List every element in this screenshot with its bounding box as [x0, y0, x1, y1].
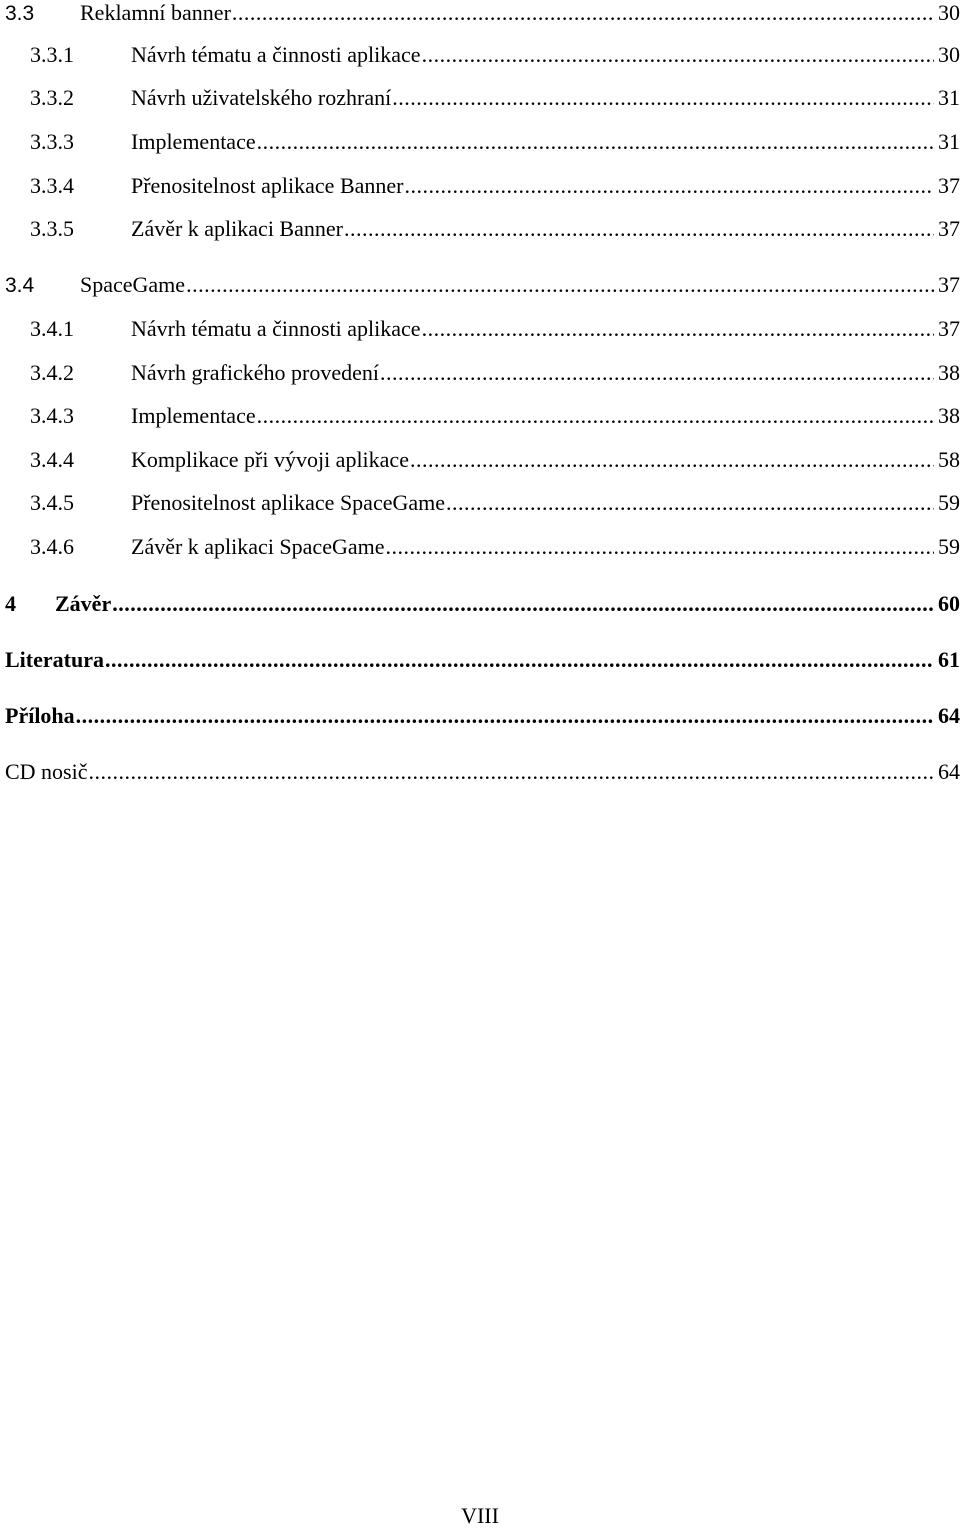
dot-leader: [89, 759, 935, 785]
dot-leader: [385, 534, 934, 560]
dot-leader: [422, 42, 934, 68]
toc-number: 3.3.3: [30, 129, 74, 154]
toc-number: 3.4.6: [30, 534, 74, 559]
dot-leader: [76, 703, 934, 729]
toc-title: Komplikace při vývoji aplikace: [131, 447, 409, 472]
page-number: VIII: [461, 1503, 499, 1528]
toc-entry-3-3-2[interactable]: [5, 85, 960, 111]
toc-title: Literatura: [5, 647, 104, 672]
toc-title: CD nosič: [5, 759, 88, 784]
toc-page: 37: [938, 216, 960, 241]
toc-page: 61: [938, 647, 960, 672]
toc-title: Návrh tématu a činnosti aplikace: [131, 316, 421, 341]
dot-leader: [344, 216, 934, 242]
toc-entry-priloha[interactable]: [5, 703, 960, 729]
toc-page: 60: [938, 591, 960, 616]
dot-leader: [422, 316, 934, 342]
toc-title: Přenositelnost aplikace Banner: [131, 173, 404, 198]
toc-number: 3.3.4: [30, 173, 74, 198]
toc-page: 59: [938, 534, 960, 559]
toc-number: 3.4: [5, 274, 35, 297]
dot-leader: [257, 129, 934, 155]
dot-leader: [392, 85, 934, 111]
toc-entry-3-4[interactable]: [5, 272, 960, 299]
toc-entry-3-3-5[interactable]: [5, 216, 960, 242]
toc-entry-3-3-3[interactable]: [5, 129, 960, 155]
toc-page: 38: [938, 403, 960, 428]
toc-page: 64: [938, 759, 960, 784]
toc-title: Implementace: [131, 129, 256, 154]
toc-title: Závěr k aplikaci Banner: [131, 216, 343, 241]
toc-page: 31: [938, 129, 960, 154]
toc-entry-3-3-4[interactable]: [5, 173, 960, 199]
dot-leader: [404, 173, 934, 199]
toc-entry-3-4-1[interactable]: [5, 316, 960, 342]
dot-leader: [257, 403, 934, 429]
toc-title: Návrh uživatelského rozhraní: [131, 85, 392, 110]
toc-title: Závěr k aplikaci SpaceGame: [131, 534, 385, 559]
toc-page: 37: [938, 272, 960, 297]
toc-page: 38: [938, 360, 960, 385]
toc-number: 3.3.2: [30, 85, 74, 110]
dot-leader: [112, 591, 934, 617]
toc-entry-3-4-2[interactable]: [5, 360, 960, 386]
toc-entry-literatura[interactable]: [5, 647, 960, 673]
toc-number: 3.4.3: [30, 403, 74, 428]
toc-number: 3.3.5: [30, 216, 74, 241]
toc-title: Návrh tématu a činnosti aplikace: [131, 42, 421, 67]
toc-page: 64: [938, 703, 960, 728]
toc-entry-cd-nosic[interactable]: [5, 759, 960, 785]
toc-number: 3.4.1: [30, 316, 74, 341]
toc-title: Návrh grafického provedení: [131, 360, 380, 385]
toc-entry-3-4-3[interactable]: [5, 403, 960, 429]
toc-page: 30: [938, 42, 960, 67]
dot-leader: [446, 490, 934, 516]
toc-page: 59: [938, 490, 960, 515]
toc-title: Implementace: [131, 403, 256, 428]
toc-page: 37: [938, 173, 960, 198]
toc-title: Přenositelnost aplikace SpaceGame: [131, 490, 446, 515]
toc-number: 3.3: [5, 2, 35, 25]
toc-page: 30: [938, 0, 960, 25]
dot-leader: [232, 0, 934, 26]
toc-entry-4[interactable]: [5, 591, 960, 617]
toc-entry-3-4-4[interactable]: [5, 447, 960, 473]
toc-title: SpaceGame: [80, 272, 186, 297]
toc-title: Příloha: [5, 703, 75, 728]
toc-page: 37: [938, 316, 960, 341]
toc-page: 58: [938, 447, 960, 472]
dot-leader: [186, 272, 934, 298]
toc-number: 3.4.4: [30, 447, 74, 472]
dot-leader: [105, 647, 934, 673]
toc-entry-3-4-6[interactable]: [5, 534, 960, 560]
toc-number: 4: [5, 591, 16, 616]
toc-number: 3.4.2: [30, 360, 74, 385]
toc-number: 3.3.1: [30, 42, 74, 67]
toc-page: 31: [938, 85, 960, 110]
dot-leader: [380, 360, 934, 386]
toc-entry-3-4-5[interactable]: [5, 490, 960, 516]
toc-title: Reklamní banner: [80, 0, 231, 25]
toc-title: Závěr: [55, 591, 112, 616]
toc-number: 3.4.5: [30, 490, 74, 515]
toc-entry-3-3-1[interactable]: [5, 42, 960, 68]
toc-entry-3-3[interactable]: [5, 0, 960, 27]
dot-leader: [410, 447, 934, 473]
